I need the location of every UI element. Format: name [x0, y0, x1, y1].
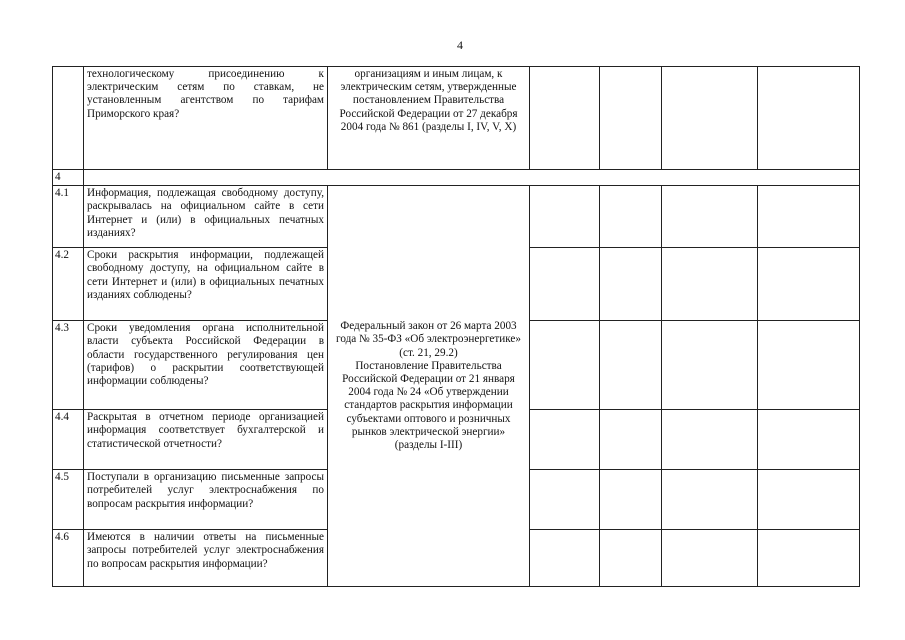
question-cell: Поступали в организацию письменные запросы потребителей услуг электроснабжения по вопросам раскрытия информации? — [84, 470, 328, 530]
legal-basis-decree: Постановление Правительства Российской Федерации от 21 января 2004 года № 24 «Об утверждении стандартов раскрытия информации субъектами оптового и розничных рынков электрической энергии» (разделы I-III) — [342, 359, 515, 452]
row-number: 4.6 — [53, 530, 84, 587]
legal-basis-law: Федеральный закон от 26 марта 2003 года № 35-ФЗ «Об электроэнергетике» (ст. 21, 29.2) — [336, 320, 521, 359]
row-number: 4.3 — [53, 321, 84, 410]
answer-cell — [530, 67, 600, 170]
answer-cell — [600, 470, 662, 530]
answer-cell — [662, 248, 758, 321]
question-cell: Информация, подлежащая свободному доступу, раскрывалась на официальном сайте в сети Интернет и (или) в официальных печатных изданиях? — [84, 186, 328, 248]
answer-cell — [662, 530, 758, 587]
answer-cell — [662, 410, 758, 470]
row-number-cell — [53, 67, 84, 170]
page-number: 4 — [457, 38, 463, 52]
question-cell: технологическому присоединению к электрическим сетям по ставкам, не установленным агентством по тарифам Приморского края? — [84, 67, 328, 170]
answer-cell — [530, 321, 600, 410]
row-number: 4.4 — [53, 410, 84, 470]
answer-cell — [758, 248, 860, 321]
answer-cell — [758, 186, 860, 248]
answer-cell — [758, 470, 860, 530]
answer-cell — [600, 67, 662, 170]
answer-cell — [662, 186, 758, 248]
answer-cell — [600, 530, 662, 587]
row-number: 4.2 — [53, 248, 84, 321]
answer-cell — [662, 321, 758, 410]
answer-cell — [758, 321, 860, 410]
answer-cell — [530, 248, 600, 321]
row-number: 4.5 — [53, 470, 84, 530]
answer-cell — [530, 410, 600, 470]
answer-cell — [662, 67, 758, 170]
answer-cell — [758, 530, 860, 587]
section-title-cell — [84, 170, 860, 186]
answer-cell — [758, 67, 860, 170]
answer-cell — [600, 186, 662, 248]
question-cell: Имеются в наличии ответы на письменные запросы потребителей услуг электроснабжения по вопросам раскрытия информации? — [84, 530, 328, 587]
answer-cell — [600, 321, 662, 410]
section-number: 4 — [53, 170, 84, 186]
answer-cell — [600, 248, 662, 321]
question-cell: Сроки раскрытия информации, подлежащей свободному доступу, на официальном сайте в сети Интернет и (или) в официальных печатных изданиях соблюдены? — [84, 248, 328, 321]
question-cell: Раскрытая в отчетном периоде организацией информация соответствует бухгалтерской и статистической отчетности? — [84, 410, 328, 470]
answer-cell — [758, 410, 860, 470]
answer-cell — [530, 470, 600, 530]
answer-cell — [662, 470, 758, 530]
answer-cell — [530, 530, 600, 587]
question-cell: Сроки уведомления органа исполнительной власти субъекта Российской Федерации в области государственного регулирования цен (тарифов) о раскрытии соответствующей информации соблюдены? — [84, 321, 328, 410]
row-number: 4.1 — [53, 186, 84, 248]
answer-cell — [600, 410, 662, 470]
section-header-row — [53, 170, 860, 186]
checklist-table — [52, 66, 860, 587]
legal-basis-cell: организациям и иным лицам, к электрическим сетям, утвержденные постановлением Правительства Российской Федерации от 27 декабря 2004 года № 861 (разделы I, IV, V, X) — [328, 67, 530, 170]
answer-cell — [530, 186, 600, 248]
table-row — [53, 67, 860, 170]
legal-basis-cell — [328, 186, 530, 587]
table-row — [53, 186, 860, 248]
